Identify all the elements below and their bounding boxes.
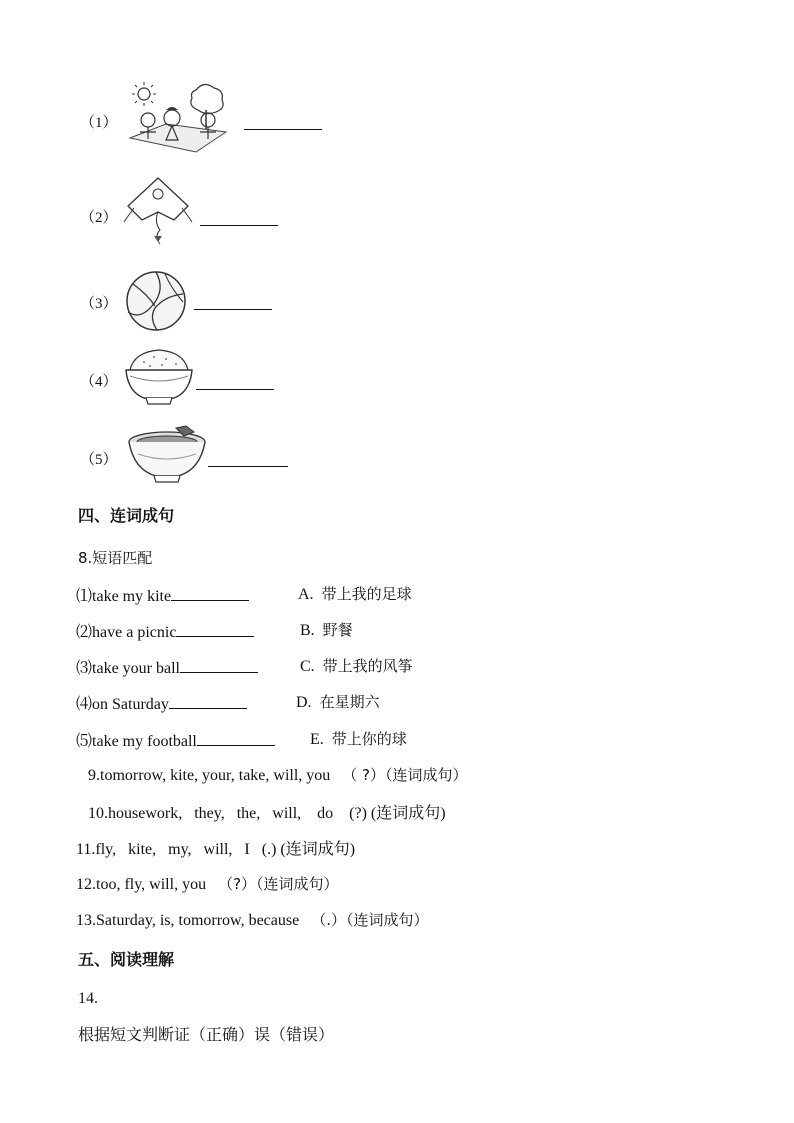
option-letter: E.	[310, 731, 324, 748]
option-meaning: 在星期六	[319, 693, 380, 711]
picture-label-1: （1）	[80, 115, 118, 131]
question-words: 10.housework, they, the, will, do	[88, 805, 334, 822]
option-letter: A.	[298, 586, 314, 603]
question-words: 11.fly, kite, my, will, I	[76, 841, 250, 858]
question-words: 13.Saturday, is, tomorrow, because	[76, 912, 300, 929]
picture-label-2: （2）	[80, 210, 118, 226]
picture-label-3: （3）	[80, 296, 118, 312]
match-number: ⑶	[76, 660, 93, 677]
question-words: 9.tomorrow, kite, your, take, will, you	[88, 767, 331, 784]
question-8-title: 8.短语匹配	[78, 549, 153, 567]
match-row-5	[76, 728, 275, 751]
question-14-number: 14.	[78, 990, 98, 1007]
option-meaning: 带上我的风筝	[322, 657, 413, 675]
match-row-3	[76, 655, 258, 678]
match-phrase: have a picnic	[92, 624, 177, 641]
match-row-1	[76, 583, 249, 606]
question-instruction: （.）（连词成句）	[311, 911, 429, 929]
option-letter: D.	[296, 694, 312, 711]
question-14-instruction: 根据短文判断证（正确）误（错误）	[78, 1025, 335, 1044]
question-10	[88, 800, 446, 823]
answer-blank-5[interactable]	[208, 465, 288, 467]
question-instruction: (.) (连词成句)	[261, 841, 356, 858]
answer-blank-2[interactable]	[200, 224, 278, 226]
match-option-b	[300, 619, 353, 640]
match-number: ⑴	[76, 588, 93, 605]
match-blank[interactable]	[169, 707, 247, 709]
match-option-a	[298, 583, 412, 604]
option-meaning: 带上我的足球	[321, 585, 412, 603]
picture-label-5: （5）	[80, 452, 118, 468]
match-number: ⑸	[76, 733, 93, 750]
match-row-4	[76, 691, 247, 714]
match-phrase: take your ball	[92, 660, 180, 677]
question-9	[88, 764, 468, 785]
match-blank[interactable]	[197, 744, 275, 746]
noodle-bowl-icon	[126, 424, 208, 486]
question-13	[76, 909, 428, 930]
section-4-title: 四、连词成句	[78, 506, 175, 525]
question-instruction: （?）（连词成句）	[218, 875, 339, 893]
question-12	[76, 873, 339, 894]
match-option-e	[310, 728, 407, 749]
picnic-scene-icon	[126, 80, 230, 156]
answer-blank-3[interactable]	[194, 308, 272, 310]
question-instruction: (?) (连词成句)	[349, 805, 446, 822]
question-words: 12.too, fly, will, you	[76, 876, 207, 893]
question-11	[76, 836, 355, 859]
option-meaning: 野餐	[322, 621, 353, 639]
rice-bowl-icon	[124, 346, 194, 408]
match-phrase: on Saturday	[92, 696, 169, 713]
match-blank[interactable]	[171, 599, 249, 601]
match-number: ⑷	[76, 696, 93, 713]
match-option-d	[296, 691, 380, 712]
question-instruction: （ ?）（连词成句）	[342, 766, 468, 784]
match-blank[interactable]	[180, 671, 258, 673]
match-number: ⑵	[76, 624, 93, 641]
option-letter: C.	[300, 658, 315, 675]
match-blank[interactable]	[176, 635, 254, 637]
picture-label-4: （4）	[80, 374, 118, 390]
match-option-c	[300, 655, 413, 676]
answer-blank-4[interactable]	[196, 388, 274, 390]
section-5-title: 五、阅读理解	[78, 950, 175, 969]
option-meaning: 带上你的球	[331, 730, 407, 748]
match-row-2	[76, 619, 254, 642]
match-phrase: take my kite	[92, 588, 172, 605]
match-phrase: take my football	[92, 733, 197, 750]
option-letter: B.	[300, 622, 315, 639]
answer-blank-1[interactable]	[244, 128, 322, 130]
volleyball-icon	[125, 270, 187, 332]
kite-icon	[120, 176, 196, 252]
